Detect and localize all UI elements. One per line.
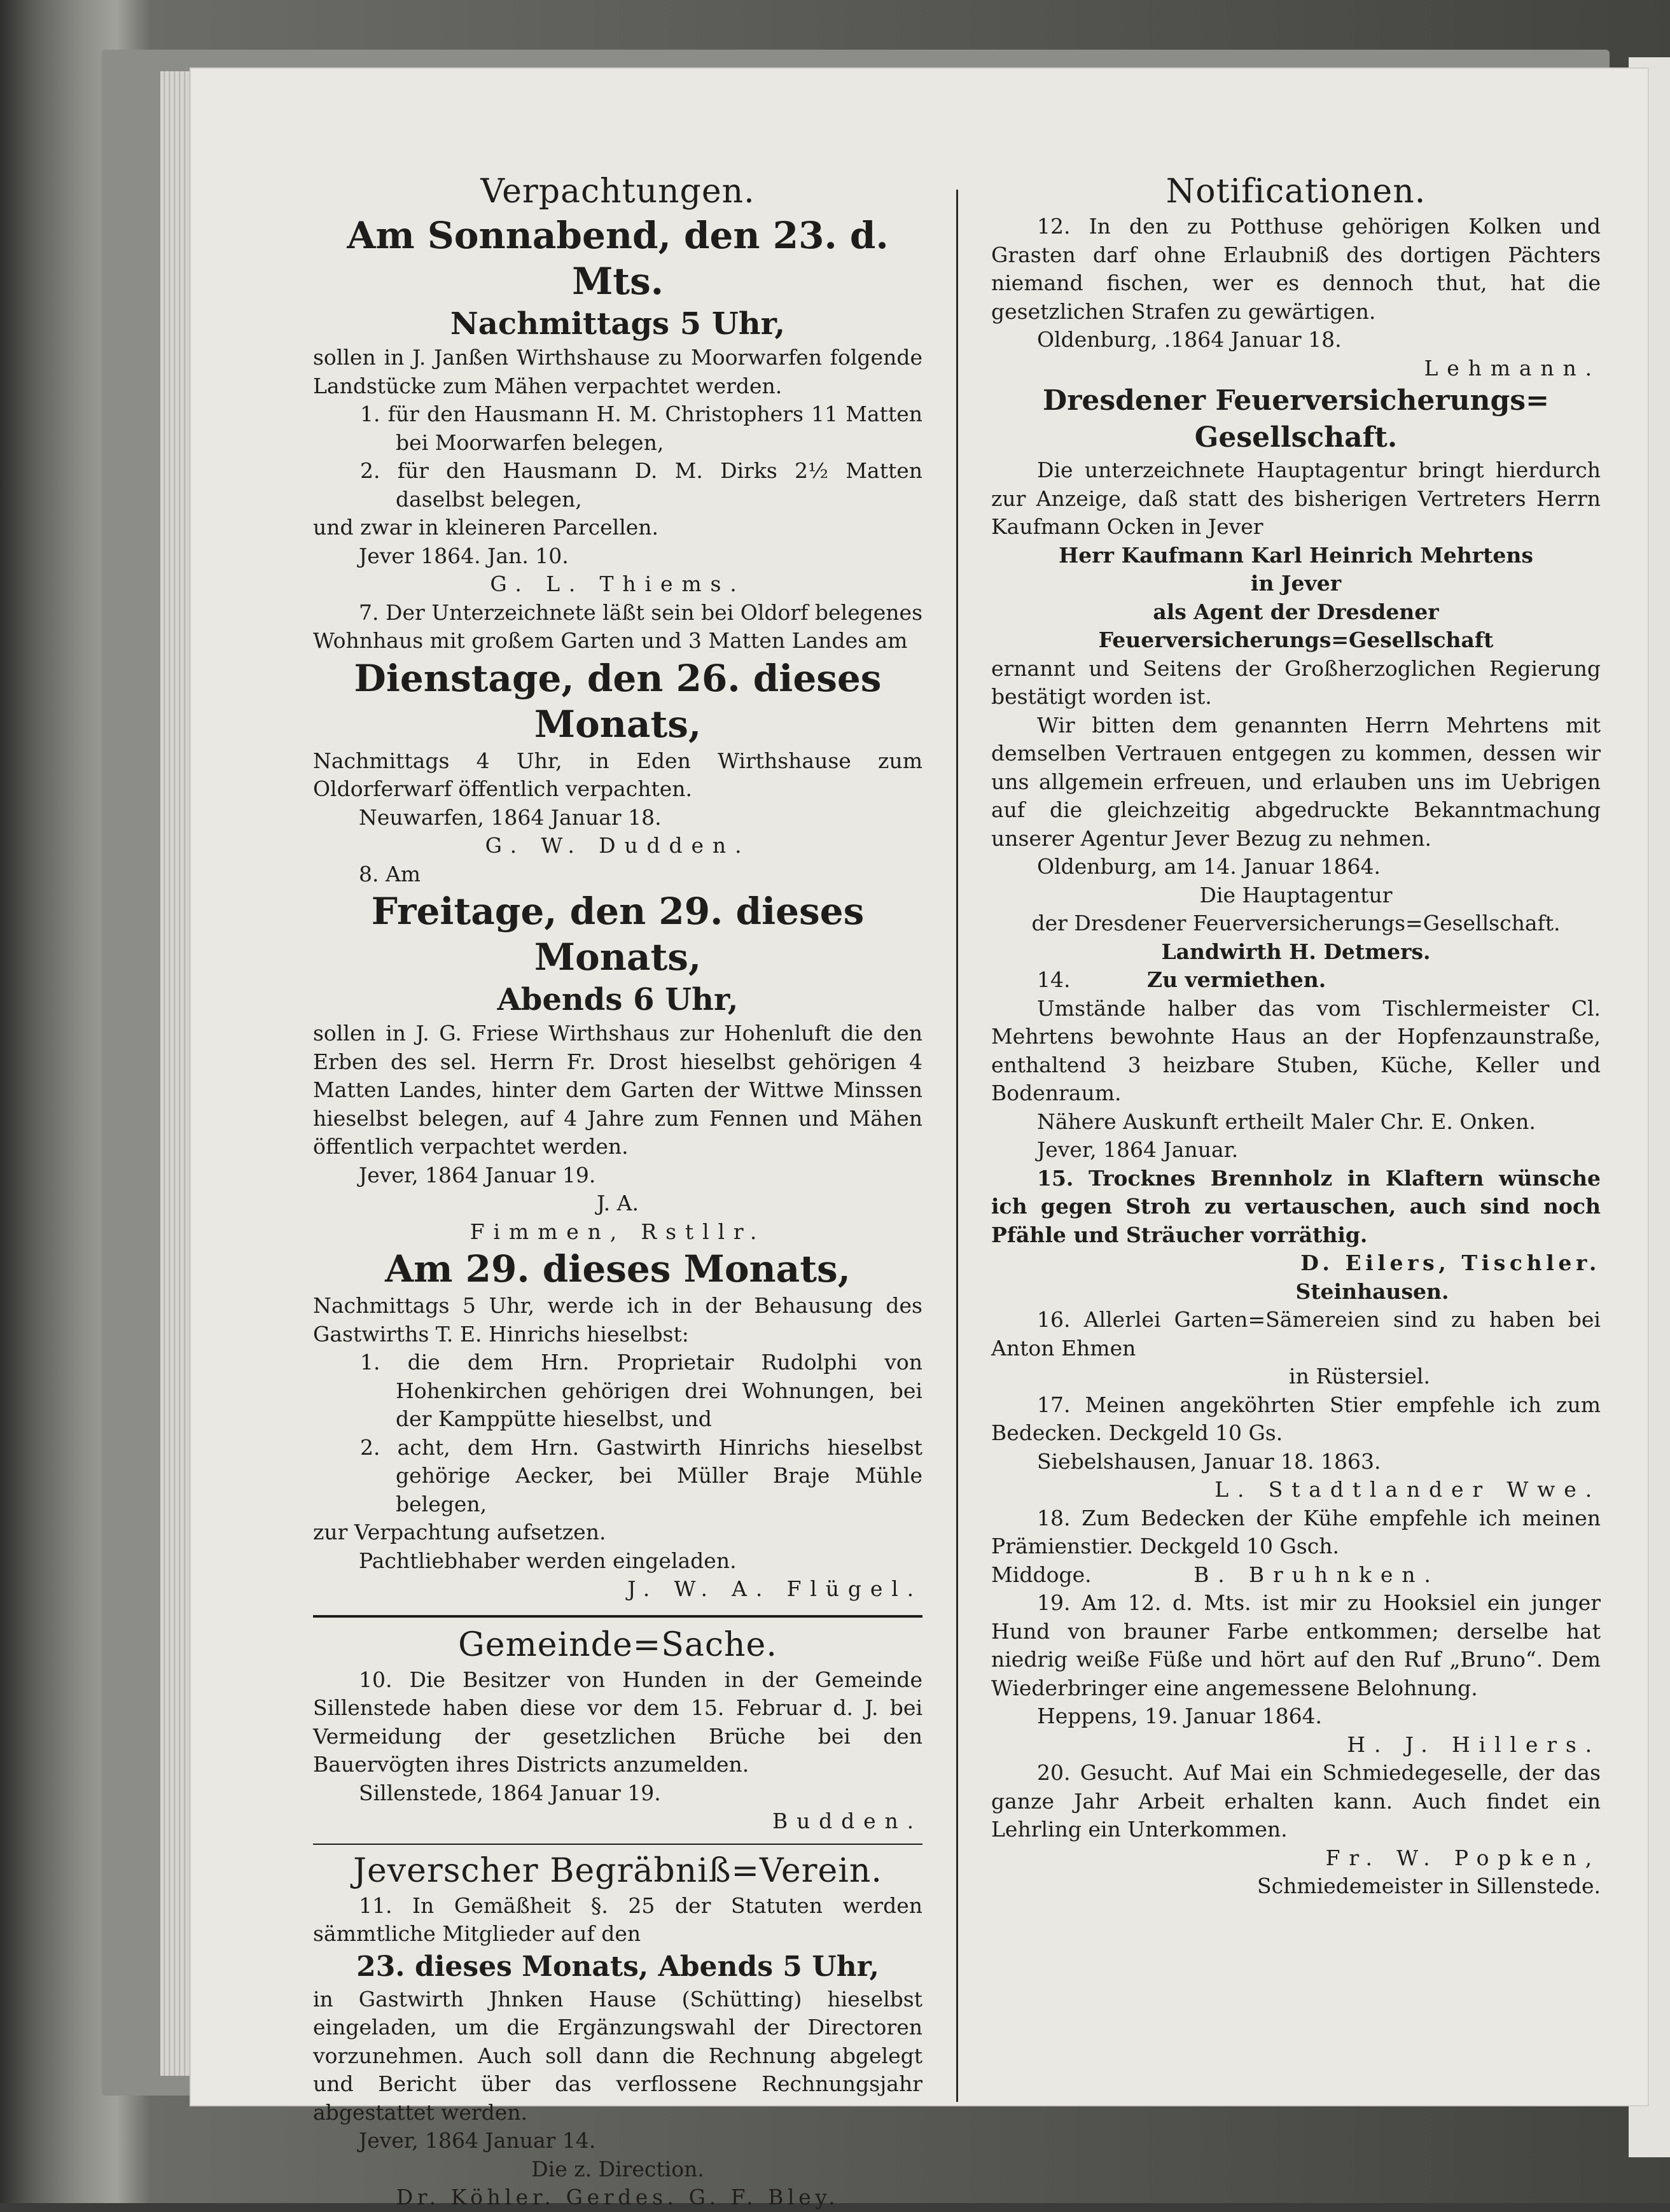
notice-18-place: Middoge. xyxy=(991,1562,1092,1587)
notice-7-text: 7. Der Unterzeichnete läßt sein bei Oldorf belegenes Wohnhaus mit großem Garten und 3 Matten Landes am xyxy=(313,599,922,653)
notice-9-text: Nachmittags 5 Uhr, werde ich in der Behausung des Gastwirths T. E. Hinrichs hieselbst: xyxy=(313,1293,922,1347)
dresdener-text-3: Wir bitten dem genannten Herrn Mehrtens mit demselben Vertrauen entgegen zu kommen, dessen wir uns allgemein erfreuen, und erlauben uns im Uebrigen auf die gleichzeitig abgedruckte Bekanntmachung unserer Agentur Jever Bezug zu nehmen. xyxy=(991,712,1601,851)
notice-15-text: 15. Trocknes Brennholz in Klaftern wünsche ich gegen Stroh zu vertauschen, auch sind noch Pfähle und Sträucher vorräthig. xyxy=(991,1165,1601,1247)
notice-8-date: Jever, 1864 Januar 19. xyxy=(359,1162,596,1187)
notice-15-place: Steinhausen. xyxy=(1295,1278,1449,1304)
dresdener-sign-2: der Dresdener Feuerversicherungs=Gesellschaft. xyxy=(1031,911,1561,935)
column-divider xyxy=(956,190,958,2102)
notice-14-date: Jever, 1864 Januar. xyxy=(1037,1137,1239,1162)
notice-10-signature: Budden. xyxy=(772,1809,922,1833)
notice-17-signature: L. Stadtlander Wwe. xyxy=(1214,1477,1601,1502)
verp-item-2: 2. für den Hausmann D. M. Dirks 2½ Matten daselbst belegen, xyxy=(360,458,922,512)
dresdener-text-2: ernannt und Seitens der Großherzoglichen Regierung bestätigt worden ist. xyxy=(991,655,1601,709)
notice-16-place: in Rüstersiel. xyxy=(1289,1364,1430,1389)
dresdener-agent-place: in Jever xyxy=(1250,571,1342,596)
notice-20-signature: Fr. W. Popken, xyxy=(1325,1845,1601,1870)
section-title-notificationen: Notificationen. xyxy=(1166,172,1426,211)
notice-16-text: 16. Allerlei Garten=Sämereien sind zu haben bei Anton Ehmen xyxy=(991,1307,1601,1361)
notice-19-date: Heppens, 19. Januar 1864. xyxy=(1037,1704,1323,1728)
notice-9-text-3: Pachtliebhaber werden eingeladen. xyxy=(359,1548,737,1573)
dresdener-text: Die unterzeichnete Hauptagentur bringt hierdurch zur Anzeige, daß statt des bisherigen Vertreters Herrn Kaufmann Ocken in Jever xyxy=(991,458,1601,539)
section-rule-2 xyxy=(313,1844,922,1845)
verp-text: sollen in J. Janßen Wirthshause zu Moorwarfen folgende Landstücke zum Mähen verpachtet werden. xyxy=(313,345,922,398)
notice-9-heading: Am 29. dieses Monats, xyxy=(385,1247,851,1291)
dresdener-title-1: Dresdener Feuerversicherungs= xyxy=(1043,384,1549,417)
notice-20-text: 20. Gesucht. Auf Mai ein Schmiedegeselle, der das ganze Jahr Arbeit erhalten kann. Auch findet ein Lehrling ein Unterkommen. xyxy=(991,1760,1601,1842)
notice-9-text-2: zur Verpachtung aufsetzen. xyxy=(313,1520,606,1544)
notice-7-date: Neuwarfen, 1864 Januar 18. xyxy=(359,804,662,830)
notice-12-signature: Lehmann. xyxy=(1424,355,1601,381)
notice-8-number: 8. Am xyxy=(359,861,421,886)
notice-15-signature: D. Eilers, Tischler. xyxy=(1300,1250,1601,1275)
notice-12-text: 12. In den zu Potthuse gehörigen Kolken und Grasten darf ohne Erlaubniß des dortigen Pächters niemand fischen, wer es dennoch thut, hat die gesetzlichen Strafen zu gewärtigen. xyxy=(991,214,1601,324)
notice-11-date: Jever, 1864 Januar 14. xyxy=(359,2128,596,2153)
notice-11-text: 11. In Gemäßheit §. 25 der Statuten werden sämmtliche Mitglieder auf den xyxy=(313,1893,922,1946)
notice-11-heading: 23. dieses Monats, Abends 5 Uhr, xyxy=(356,1950,879,1983)
notice-9-item-1: 1. die dem Hrn. Proprietair Rudolphi von Hohenkirchen gehörigen drei Wohnungen, bei der Kamppütte hieselbst, und xyxy=(360,1350,922,1431)
notice-7-signature: G. W. Dudden. xyxy=(485,833,751,858)
section-title-begraebniss-verein: Jeverscher Begräbniß=Verein. xyxy=(353,1851,882,1890)
verp-heading: Am Sonnabend, den 23. d. Mts. xyxy=(347,214,889,303)
notice-18-signature-line xyxy=(991,1561,1601,1590)
dresdener-title-2: Gesellschaft. xyxy=(1194,421,1398,454)
dresdener-agent-role: als Agent der Dresdener Feuerversicherungs=Gesellschaft xyxy=(1098,599,1494,652)
dresdener-sign-3: Landwirth H. Detmers. xyxy=(1161,939,1431,964)
left-column xyxy=(313,171,922,2212)
notice-18-signature: B. Bruhnken. xyxy=(1193,1562,1440,1587)
section-title-verpachtungen: Verpachtungen. xyxy=(480,172,755,211)
notice-8-ia: J. A. xyxy=(597,1191,639,1215)
notice-17-date: Siebelshausen, Januar 18. 1863. xyxy=(1037,1448,1381,1474)
notice-11-direction: Die z. Direction. xyxy=(531,2156,704,2181)
dresdener-agent-name: Herr Kaufmann Karl Heinrich Mehrtens xyxy=(1059,542,1533,568)
notice-19-signature: H. J. Hillers. xyxy=(1347,1732,1601,1757)
notice-8-text: sollen in J. G. Friese Wirthshaus zur Hohenluft die den Erben des sel. Herrn Fr. Drost hieselbst gehörigen 4 Matten Landes, hinter dem Garten der Wittwe Minssen hieselbst belegen, auf 4 Jahre zum Fennen und Mähen öffentlich verpachtet werden. xyxy=(313,1021,922,1159)
verp-subheading: Nachmittags 5 Uhr, xyxy=(450,306,786,342)
verp-item-1: 1. für den Hausmann H. M. Christophers 11 Matten bei Moorwarfen belegen, xyxy=(360,402,922,455)
notice-7-text-2: Nachmittags 4 Uhr, in Eden Wirthshause zum Oldorferwarf öffentlich verpachten. xyxy=(313,748,922,801)
notice-9-item-2: 2. acht, dem Hrn. Gastwirth Hinrichs hieselbst gehörige Aecker, bei Müller Braje Mühle belegen, xyxy=(360,1434,922,1516)
notice-10-text: 10. Die Besitzer von Hunden in der Gemeinde Sillenstede haben diese vor dem 15. Februar d. J. bei Vermeidung der gesetzlichen Brüche bei den Bauervögten ihres Districts anzumelden. xyxy=(313,1667,922,1777)
notice-9-signature: J. W. A. Flügel. xyxy=(627,1576,922,1601)
verp-signature: G. L. Thiems. xyxy=(490,571,746,596)
notice-10-date: Sillenstede, 1864 Januar 19. xyxy=(359,1780,661,1805)
dresdener-date: Oldenburg, am 14. Januar 1864. xyxy=(1037,854,1381,879)
notice-14-text: Umstände halber das vom Tischlermeister Cl. Mehrtens bewohnte Haus an der Hopfenzaunstraße, enthaltend 3 heizbare Stuben, Küche, Keller und Bodenraum. xyxy=(991,995,1601,1105)
notice-11-signature: Dr. Köhler. Gerdes. G. F. Bley. xyxy=(396,2185,840,2209)
verp-text-2: und zwar in kleineren Parcellen. xyxy=(313,515,659,540)
right-column xyxy=(991,171,1601,1901)
notice-8-heading: Freitage, den 29. dieses Monats, xyxy=(371,890,865,979)
section-rule xyxy=(313,1615,922,1618)
notice-14-number: 14. xyxy=(1037,967,1071,992)
notice-18-text: 18. Zum Bedecken der Kühe empfehle ich meinen Prämienstier. Deckgeld 10 Gsch. xyxy=(991,1505,1601,1558)
notice-8-signature: Fimmen, Rstllr. xyxy=(470,1219,766,1244)
notice-14-heading-line xyxy=(991,966,1601,995)
notice-7-heading: Dienstage, den 26. dieses Monats, xyxy=(354,656,882,746)
verp-date: Jever 1864. Jan. 10. xyxy=(359,543,569,568)
notice-19-text: 19. Am 12. d. Mts. ist mir zu Hooksiel ein junger Hund von brauner Farbe entkommen; derselbe hat niedrig weiße Füße und hört auf den Ruf „Bruno“. Dem Wiederbringer eine angemessene Belohnung. xyxy=(991,1590,1601,1700)
notice-8-subheading: Abends 6 Uhr, xyxy=(497,982,739,1018)
notice-12-date: Oldenburg, .1864 Januar 18. xyxy=(1037,327,1342,352)
section-title-gemeinde: Gemeinde=Sache. xyxy=(458,1625,777,1664)
notice-14-text-2: Nähere Auskunft ertheilt Maler Chr. E. Onken. xyxy=(1037,1109,1536,1134)
notice-20-title: Schmiedemeister in Sillenstede. xyxy=(1257,1873,1601,1898)
newspaper-page xyxy=(191,69,1648,2209)
notice-14-heading: Zu vermiethen. xyxy=(1146,967,1326,992)
notice-11-text-2: in Gastwirth Jhnken Hause (Schütting) hieselbst eingeladen, um die Ergänzungswahl der Directoren vorzunehmen. Auch soll dann die Rechnung abgelegt und Bericht über das verflossene Rechnungsjahr abgestattet werden. xyxy=(313,1986,922,2125)
dresdener-sign-1: Die Hauptagentur xyxy=(1199,882,1393,907)
notice-17-text: 17. Meinen angeköhrten Stier empfehle ich zum Bedecken. Deckgeld 10 Gs. xyxy=(991,1392,1601,1445)
